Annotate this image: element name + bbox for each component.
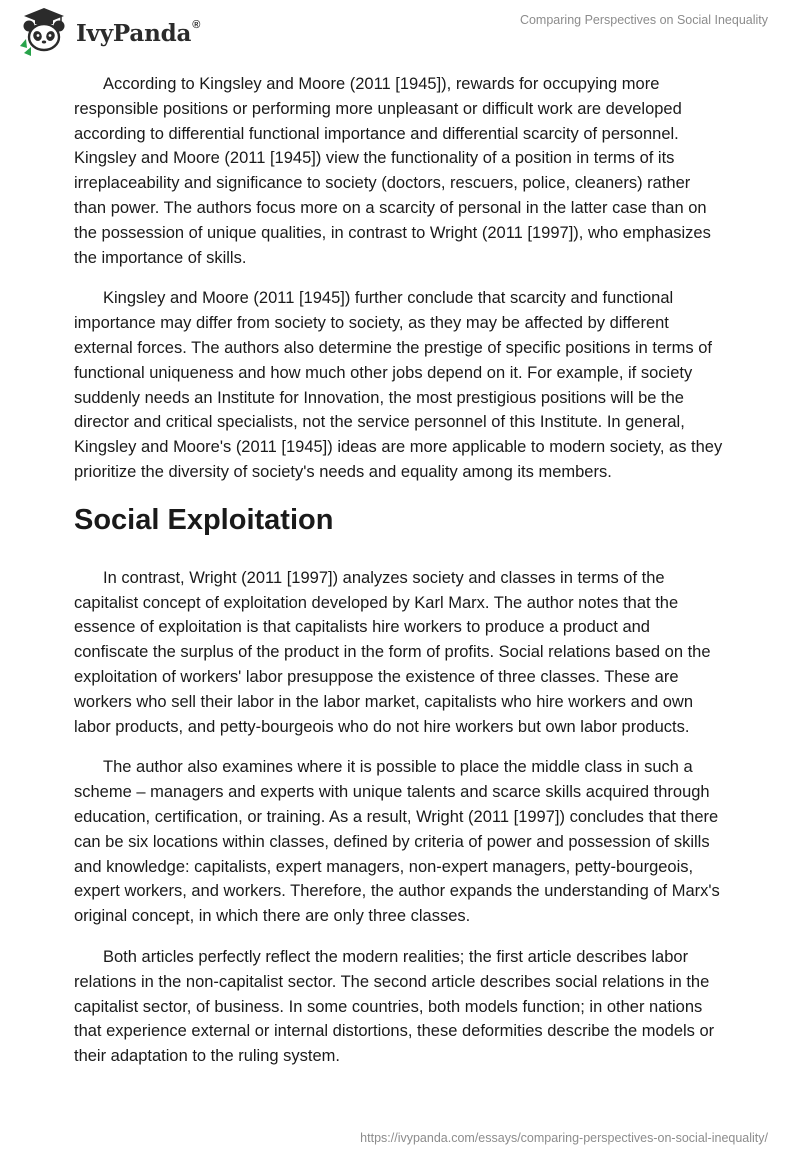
brand-name: IvyPanda® <box>76 18 201 47</box>
section-heading: Social Exploitation <box>74 503 334 536</box>
panda-graduate-icon <box>14 6 74 60</box>
source-url[interactable]: https://ivypanda.com/essays/comparing-perspectives-on-social-inequality/ <box>360 1131 768 1145</box>
paragraph: Both articles perfectly reflect the modern realities; the first article describes labor relations in the non-capitalist sector. The second article describes social relations in the capitalist sector, of business. In some countries, both models function; in other nations that experience external or internal distortions, these deformities describe the models or their adaptation to the ruling system. <box>74 947 715 1066</box>
paragraph: In contrast, Wright (2011 [1997]) analyzes society and classes in terms of the capitalist concept of exploitation developed by Karl Marx. The author notes that the essence of exploitation is that capitalists hire workers to produce a product and confiscate the surplus of the product in the form of profits. Social relations based on the exploitation of workers' labor presuppose the existence of three classes. These are workers who sell their labor in the labor market, capitalists who hire workers and own labor products, and petty-bourgeois who do not hire workers but own labor products. <box>74 568 711 736</box>
paragraph: The author also examines where it is possible to place the middle class in such a scheme – managers and experts with unique talents and scarce skills acquired through education, certification, or training. As a result, Wright (2011 [1997]) concludes that there can be six locations within classes, defined by criteria of power and possession of skills and knowledge: capitalists, expert managers, non-expert managers, petty-bourgeois, expert workers, and workers. Therefore, the author expands the understanding of Marx's original concept, in which there are only three classes. <box>74 758 720 926</box>
document-title: Comparing Perspectives on Social Inequality <box>519 13 768 27</box>
registered-mark: ® <box>192 18 201 31</box>
paragraph: Kingsley and Moore (2011 [1945]) further conclude that scarcity and functional importance may differ from society to society, as they may be affected by different external forces. The authors also determine the prestige of specific positions in terms of functional uniqueness and how much other jobs depend on it. For example, if society suddenly needs an Institute for Innovation, the most prestigious positions will be the director and critical specialists, not the service personnel of this Institute. In general, Kingsley and Moore's (2011 [1945]) ideas are more applicable to modern society, as they prioritize the diversity of society's needs and equality among its members. <box>74 289 723 481</box>
essay-content <box>74 72 724 1085</box>
site-logo[interactable] <box>14 6 200 60</box>
paragraph: According to Kingsley and Moore (2011 [1945]), rewards for occupying more responsible positions or performing more unpleasant or difficult work are developed according to differential functional importance and differential scarcity of personnel. Kingsley and Moore (2011 [1945]) view the functionality of a position in terms of its irreplaceability and significance to society (doctors, rescuers, police, cleaners) rather than power. The authors focus more on a scarcity of personal in the latter case than on the possession of unique qualities, in contrast to Wright (2011 [1997]), who emphasizes the importance of skills. <box>74 75 711 267</box>
